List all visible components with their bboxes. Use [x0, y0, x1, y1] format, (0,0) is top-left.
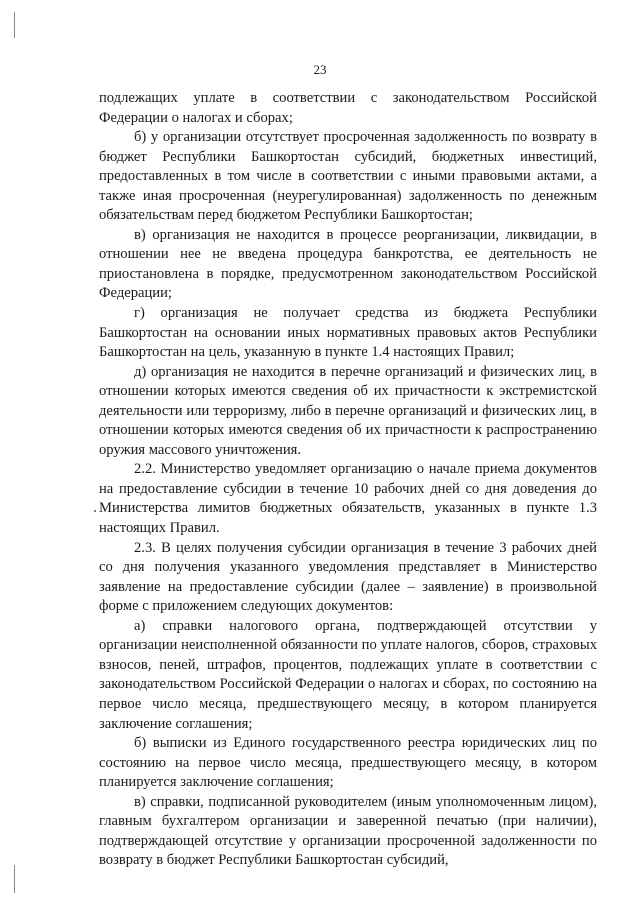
- scan-edge-mark-bottom: [14, 865, 15, 893]
- paragraph-doc-v: в) справки, подписанной руководителем (иным уполномоченным лицом), главным бухгалтером организации и заверенной печатью (при наличии), подтверждающей отсутствие у организации просроченной задолженности по возврату в бюджет Республики Башкортостан субсидий,: [99, 793, 597, 869]
- paragraph-clause-2-3: 2.3. В целях получения субсидии организация в течение 3 рабочих дней со дня получения указанного уведомления представляет в Министерство заявление на предоставление субсидии (далее – заявление) в произвольной форме с приложением следующих документов:: [99, 539, 597, 615]
- paragraph-item-v: в) организация не находится в процессе реорганизации, ликвидации, в отношении нее не введена процедура банкротства, ее деятельность не приостановлена в порядке, предусмотренном законодательством Российской Федерации;: [99, 226, 597, 302]
- paragraph-doc-b: б) выписки из Единого государственного реестра юридических лиц по состоянию на первое число месяца, предшествующего месяцу, в котором планируется заключение соглашения;: [99, 735, 597, 791]
- document-body: [99, 89, 597, 871]
- paragraph-item-g: г) организация не получает средства из бюджета Республики Башкортостан на основании иных нормативных правовых актов Республики Башкортостан на цель, указанную в пункте 1.4 настоящих Правил;: [99, 305, 597, 361]
- page-number: 23: [313, 62, 327, 77]
- paragraph-continuation: подлежащих уплате в соответствии с законодательством Российской Федерации о налогах и сборах;: [99, 90, 597, 126]
- paragraph-item-d: д) организация не находится в перечне организаций и физических лиц, в отношении которых имеются сведения об их причастности к экстремистской деятельности или терроризму, либо в перечне организаций и физических лиц, в отношении которых имеются сведения об их причастности к распространению оружия массового уничтожения.: [99, 363, 597, 458]
- paragraph-doc-a: а) справки налогового органа, подтверждающей отсутствии у организации неисполненной обязанности по уплате налогов, сборов, страховых взносов, пеней, штрафов, процентов, подлежащих уплате в соответствии с законодательством Российской Федерации о налогах и сборах, по состоянию на первое число месяца, предшествующего месяцу, в котором планируется заключение соглашения;: [99, 617, 597, 732]
- scan-speck: [94, 510, 96, 512]
- paragraph-item-b: б) у организации отсутствует просроченная задолженность по возврату в бюджет Республики Башкортостан субсидий, бюджетных инвестиций, предоставленных в том числе в соответствии с иными правовыми актами, а также иная просроченная (неурегулированная) задолженность по денежным обязательствам перед бюджетом Республики Башкортостан;: [99, 129, 597, 224]
- scan-edge-mark-top: [14, 12, 15, 38]
- paragraph-clause-2-2: 2.2. Министерство уведомляет организацию о начале приема документов на предоставление субсидии в течение 10 рабочих дней со дня доведения до Министерства лимитов бюджетных обязательств, указанных в пункте 1.3 настоящих Правил.: [99, 461, 597, 537]
